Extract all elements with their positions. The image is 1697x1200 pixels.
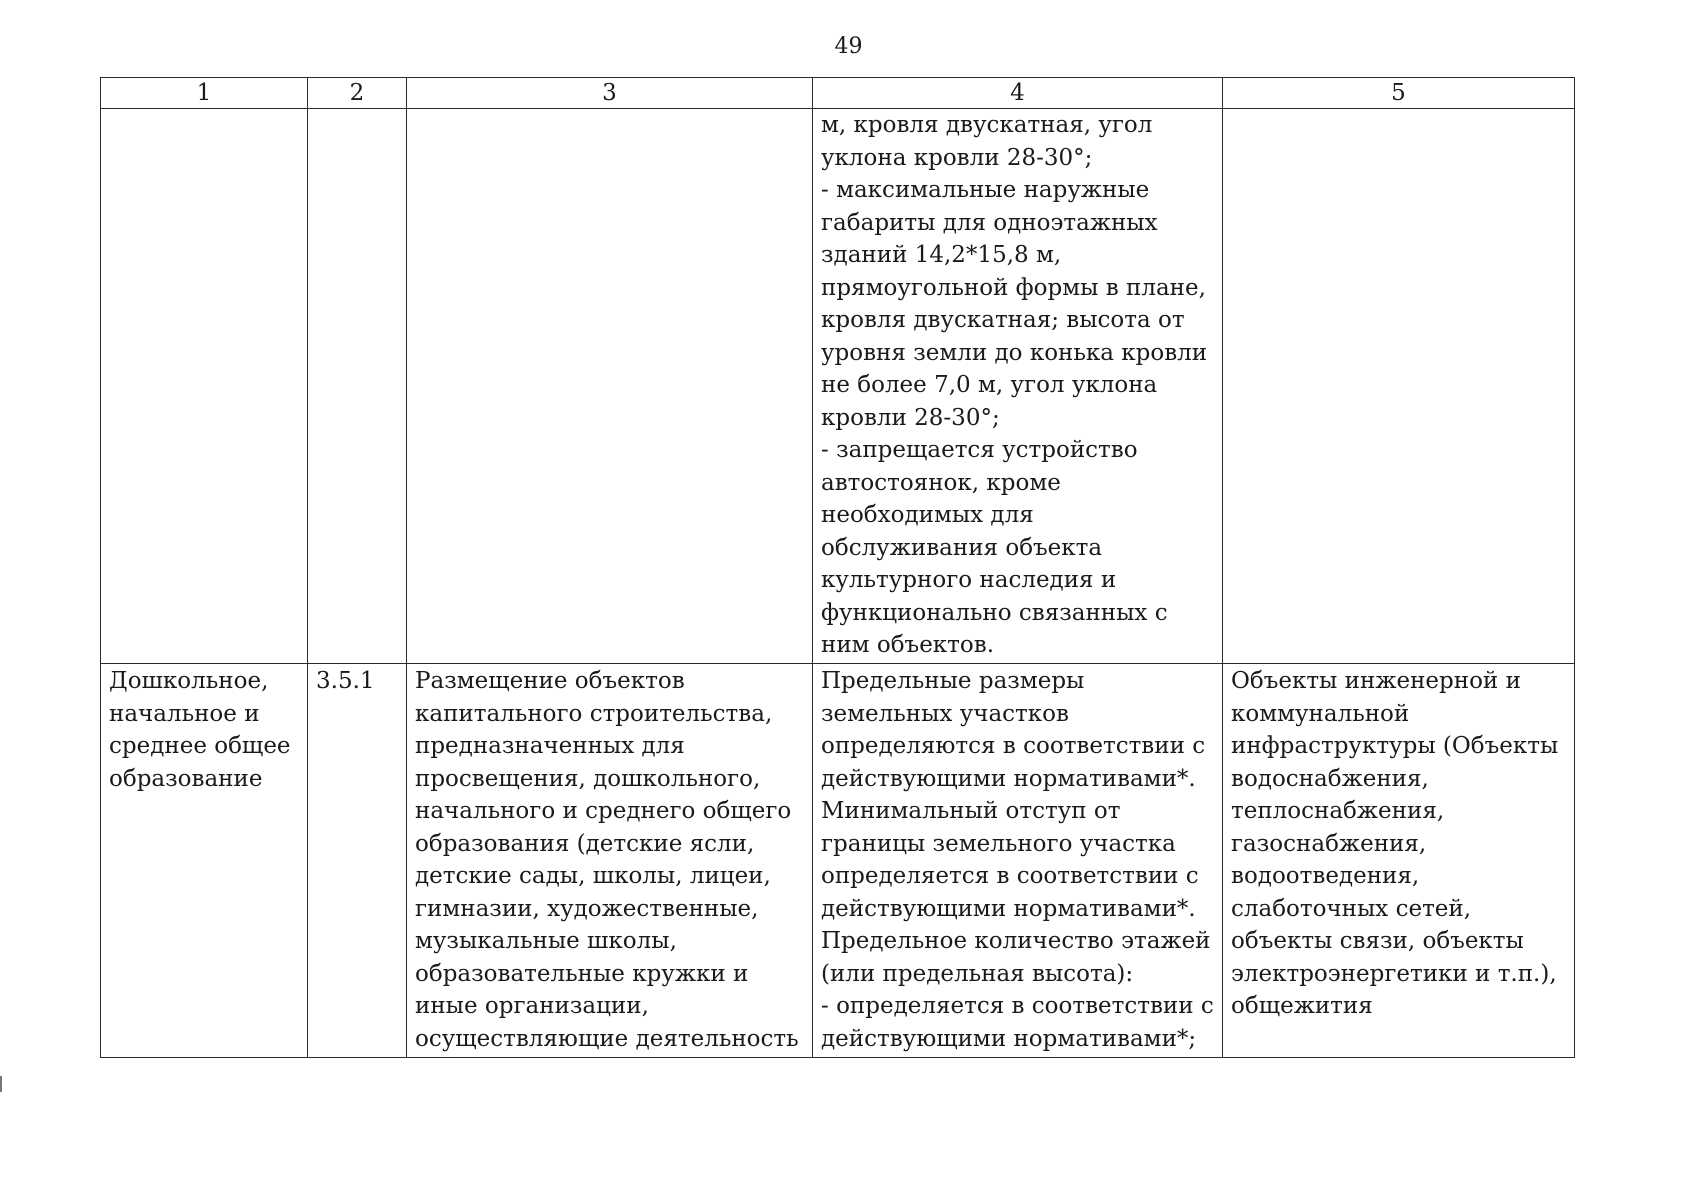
parameters-cell	[813, 664, 1223, 1058]
header-cell-4: 4	[813, 78, 1223, 109]
page-number: 49	[834, 34, 863, 59]
table-row	[101, 664, 1575, 1058]
use-type-cell	[101, 664, 308, 1058]
parameters-cell	[813, 109, 1223, 664]
description-cell	[407, 109, 813, 664]
description-cell	[407, 664, 813, 1058]
use-type-text: Дошкольное, начальное и среднее общее образование	[109, 668, 291, 792]
code-cell	[308, 109, 407, 664]
code-cell	[308, 664, 407, 1058]
land-use-table	[100, 77, 1575, 1058]
code-text: 3.5.1	[316, 668, 375, 694]
header-row	[101, 78, 1575, 109]
scan-edge-mark	[0, 1076, 6, 1092]
description-text: Размещение объектов капитального строительства, предназначенных для просвещения, дошкольного, начального и среднего общего образования (детские ясли, детские сады, школы, лицеи, гимназии, художественные, музыкальные школы, образовательные кружки и иные организации, осуществляющие деятельность	[415, 668, 799, 1052]
table-row	[101, 109, 1575, 664]
header-cell-5: 5	[1223, 78, 1575, 109]
header-cell-3: 3	[407, 78, 813, 109]
parameters-text: м, кровля двускатная, угол уклона кровли 28-30°; - максимальные наружные габариты для одноэтажных зданий 14,2*15,8 м, прямоугольной формы в плане, кровля двускатная; высота от уровня земли до конька кровли не более 7,0 м, угол уклона кровли 28-30°; - запрещается устройство автостоянок, кроме необходимых для обслуживания объекта культурного наследия и функционально связанных с ним объектов.	[821, 112, 1208, 658]
auxiliary-uses-text: Объекты инженерной и коммунальной инфраструктуры (Объекты водоснабжения, теплоснабжения, газоснабжения, водоотведения, слаботочных сетей, объекты связи, объекты электроэнергетики и т.п.), общежития	[1231, 668, 1559, 1019]
auxiliary-uses-cell	[1223, 664, 1575, 1058]
parameters-text: Предельные размеры земельных участков определяются в соответствии с действующими нормативами*. Минимальный отступ от границы земельного участка определяется в соответствии с действующими нормативами*. Предельное количество этажей (или предельная высота): - определяется в соответствии с действующими нормативами*;	[821, 668, 1214, 1052]
header-cell-1: 1	[101, 78, 308, 109]
header-cell-2: 2	[308, 78, 407, 109]
use-type-cell	[101, 109, 308, 664]
auxiliary-uses-cell	[1223, 109, 1575, 664]
